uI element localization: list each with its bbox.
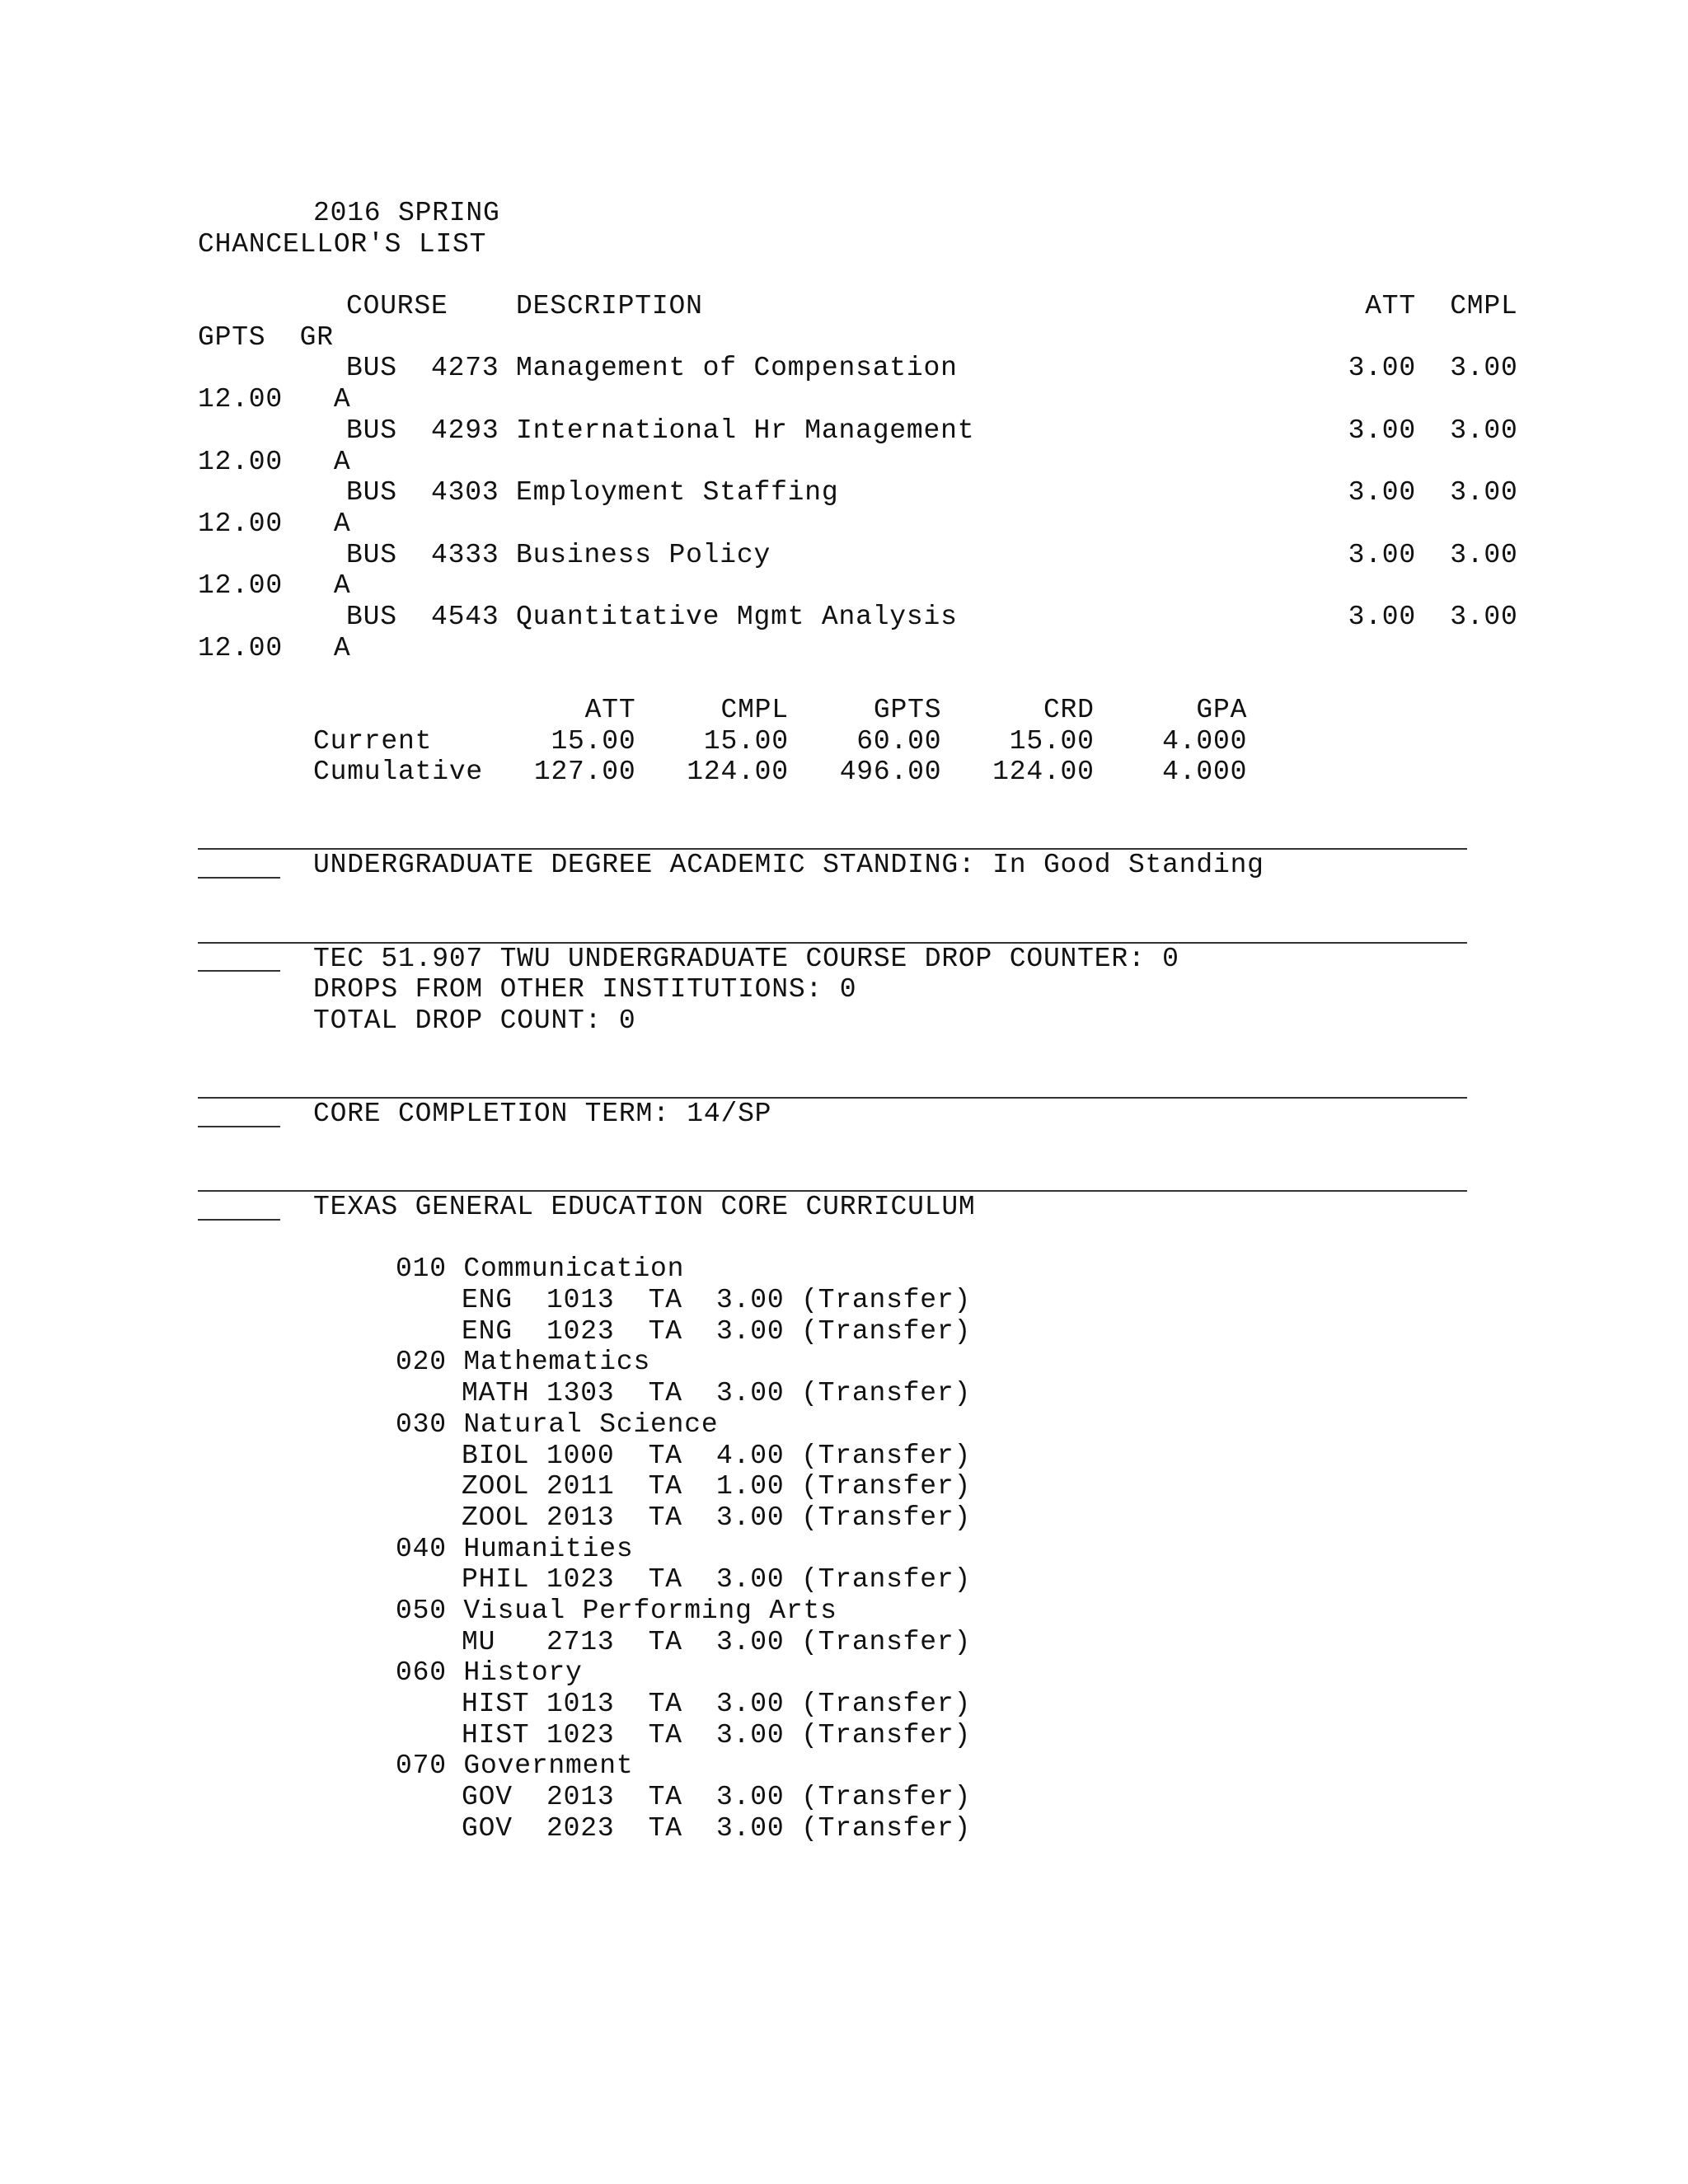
- course-table-header: COURSE DESCRIPTION ATT CMPL: [346, 291, 1518, 322]
- course-row-wrap: 12.00 A: [198, 570, 351, 602]
- core-curriculum-title: TEXAS GENERAL EDUCATION CORE CURRICULUM: [313, 1192, 976, 1222]
- core-area-label: 020 Mathematics: [396, 1347, 651, 1378]
- course-row-wrap: 12.00 A: [198, 446, 351, 477]
- spacer: [198, 1223, 1484, 1254]
- course-row: BUS 4273 Management of Compensation 3.00 3.00: [346, 353, 1518, 384]
- section-divider: [198, 1160, 1467, 1192]
- section-divider: [198, 912, 1467, 944]
- core-area-label: 030 Natural Science: [396, 1408, 719, 1440]
- course-table-header-wrap: GPTS GR: [198, 321, 334, 353]
- honor-heading: CHANCELLOR'S LIST: [198, 228, 487, 260]
- core-course-row: HIST 1013 TA 3.00 (Transfer): [462, 1689, 972, 1719]
- spacer: [198, 881, 1484, 912]
- drops-other-institutions: DROPS FROM OTHER INSTITUTIONS: 0: [313, 974, 857, 1005]
- section-divider-wrap: [198, 944, 1484, 975]
- spacer: [198, 788, 1484, 819]
- course-row-wrap: 12.00 A: [198, 508, 351, 539]
- transcript-page: [198, 198, 1518, 1844]
- section-divider-wrap: [198, 1099, 1484, 1130]
- core-course-row: MU 2713 TA 3.00 (Transfer): [462, 1626, 972, 1657]
- core-course-row: GOV 2013 TA 3.00 (Transfer): [462, 1782, 972, 1813]
- academic-standing: UNDERGRADUATE DEGREE ACADEMIC STANDING: In Good Standing: [313, 850, 1264, 881]
- core-course-row: BIOL 1000 TA 4.00 (Transfer): [462, 1440, 972, 1471]
- totals-cumulative-row: Cumulative 127.00 124.00 496.00 124.00 4.000: [313, 757, 1248, 788]
- core-area-label: 070 Government: [396, 1750, 634, 1782]
- core-course-row: ENG 1023 TA 3.00 (Transfer): [462, 1315, 972, 1347]
- total-drop-count: TOTAL DROP COUNT: 0: [313, 1005, 636, 1036]
- core-course-row: ENG 1013 TA 3.00 (Transfer): [462, 1285, 972, 1316]
- course-row: BUS 4303 Employment Staffing 3.00 3.00: [346, 477, 1518, 509]
- core-curriculum-list: [198, 1254, 1484, 1844]
- section-divider: [198, 819, 1467, 851]
- course-row-wrap: 12.00 A: [198, 632, 351, 663]
- core-course-row: MATH 1303 TA 3.00 (Transfer): [462, 1378, 972, 1409]
- spacer: [198, 260, 1484, 291]
- core-course-row: ZOOL 2011 TA 1.00 (Transfer): [462, 1471, 972, 1502]
- core-completion-term: CORE COMPLETION TERM: 14/SP: [313, 1098, 772, 1129]
- section-divider-wrap: [198, 1192, 1484, 1223]
- course-list: [198, 353, 1518, 663]
- spacer: [198, 1037, 1484, 1068]
- core-course-row: ZOOL 2013 TA 3.00 (Transfer): [462, 1502, 972, 1533]
- core-course-row: PHIL 1023 TA 3.00 (Transfer): [462, 1564, 972, 1596]
- section-divider-wrap: [198, 850, 1484, 881]
- core-area-label: 050 Visual Performing Arts: [396, 1595, 837, 1626]
- course-row-wrap: 12.00 A: [198, 384, 351, 415]
- term-heading: 2016 SPRING: [313, 198, 500, 228]
- core-course-row: GOV 2023 TA 3.00 (Transfer): [462, 1812, 972, 1844]
- course-row: BUS 4333 Business Policy 3.00 3.00: [346, 539, 1518, 570]
- spacer: [198, 1130, 1484, 1161]
- totals-block: [198, 695, 1484, 788]
- core-area-label: 010 Communication: [396, 1254, 685, 1285]
- course-row: BUS 4543 Quantitative Mgmt Analysis 3.00 3.00: [346, 601, 1518, 632]
- core-course-row: HIST 1023 TA 3.00 (Transfer): [462, 1719, 972, 1750]
- core-area-label: 060 History: [396, 1657, 583, 1689]
- core-area-label: 040 Humanities: [396, 1533, 634, 1564]
- drop-counter: TEC 51.907 TWU UNDERGRADUATE COURSE DROP COUNTER: 0: [313, 943, 1179, 974]
- totals-header: ATT CMPL GPTS CRD GPA: [313, 695, 1248, 725]
- section-divider: [198, 1067, 1467, 1099]
- spacer: [198, 663, 1484, 695]
- totals-current-row: Current 15.00 15.00 60.00 15.00 4.000: [313, 725, 1248, 757]
- course-row: BUS 4293 International Hr Management 3.00 3.00: [346, 415, 1518, 446]
